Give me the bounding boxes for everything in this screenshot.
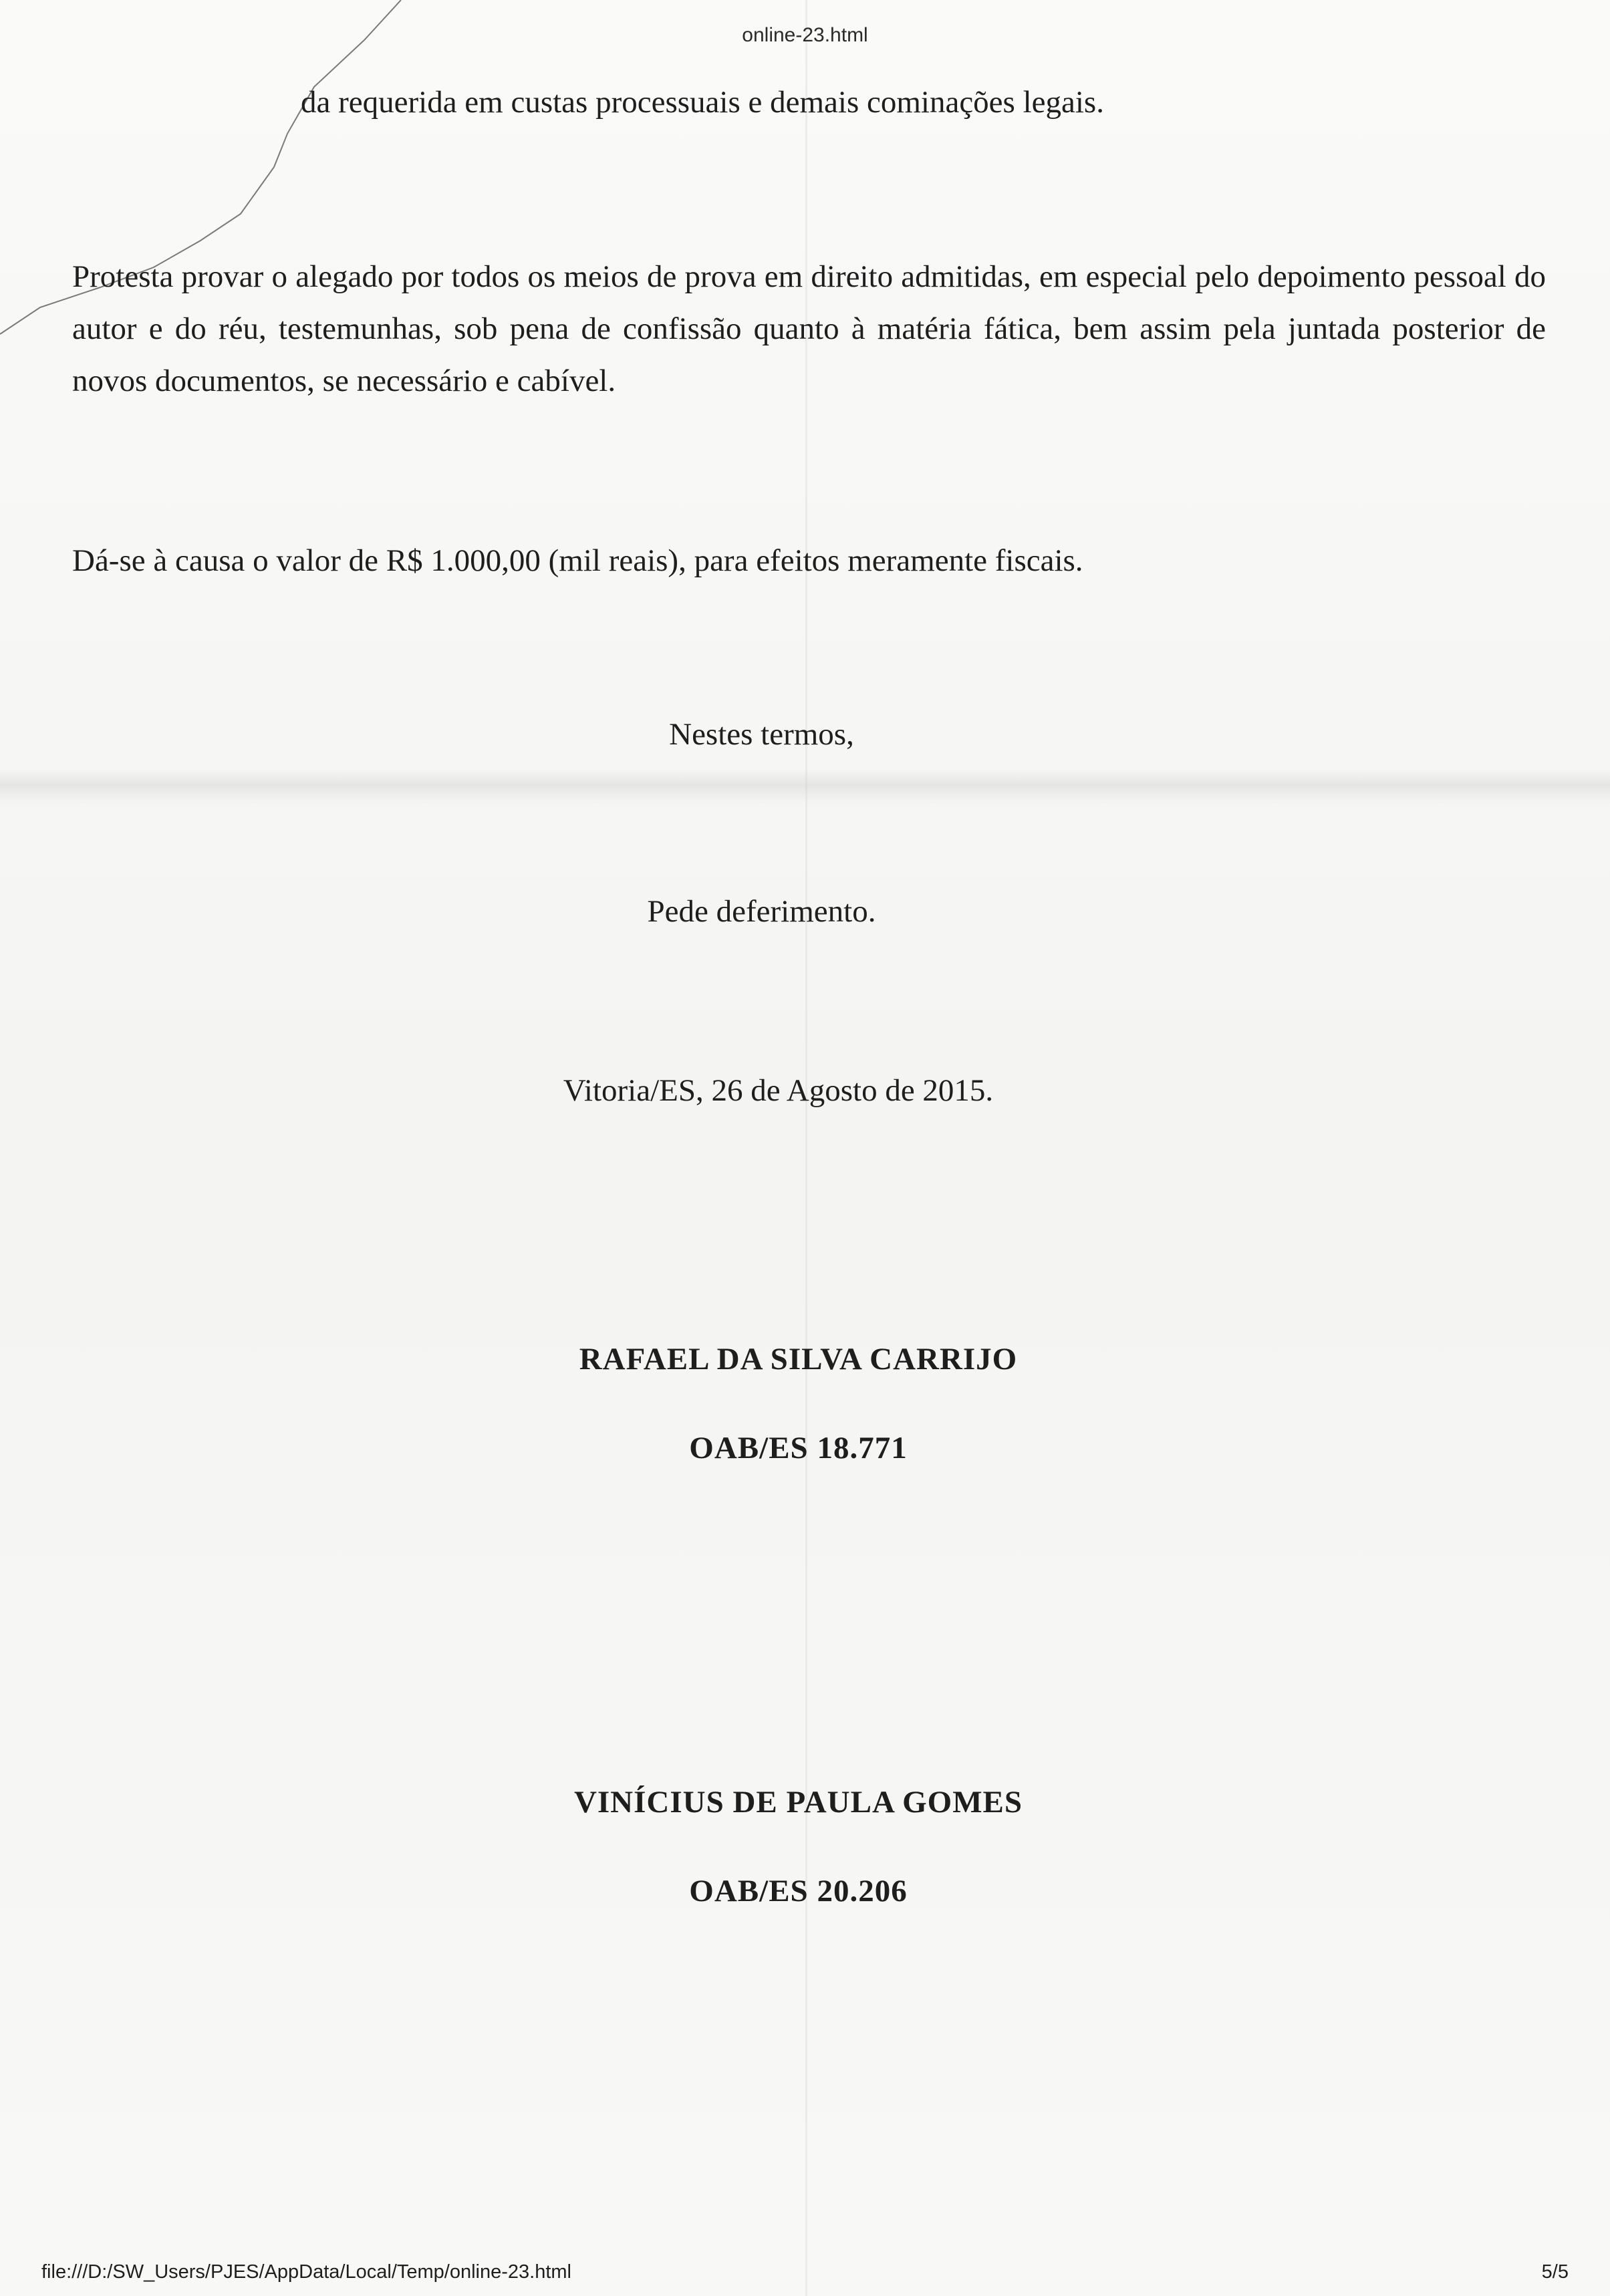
footer-file-path: file:///D:/SW_Users/PJES/AppData/Local/Temp/online-23.html: [41, 2261, 571, 2283]
paragraph-case-value: Dá-se à causa o valor de R$ 1.000,00 (mil reais), para efeitos meramente fiscais.: [72, 543, 1083, 578]
paragraph-costs: da requerida em custas processuais e demais cominações legais.: [301, 85, 1104, 120]
footer-page-number: 5/5: [1541, 2261, 1569, 2283]
place-date: Vitoria/ES, 26 de Agosto de 2015.: [563, 1073, 994, 1108]
signatory-name: VINÍCIUS DE PAULA GOMES: [573, 1785, 1023, 1820]
signatory-oab: OAB/ES 18.771: [689, 1431, 908, 1465]
closing-request: Pede deferimento.: [647, 894, 876, 929]
header-url: online-23.html: [742, 24, 868, 46]
signatory-oab: OAB/ES 20.206: [689, 1874, 908, 1908]
closing-terms: Nestes termos,: [669, 717, 854, 752]
paragraph-evidence: Protesta provar o alegado por todos os meios de prova em direito admitidas, em especial pelo depoimento pessoal do autor e do réu, testemunhas, sob pena de confissão quanto à matéria fática, bem assim pela juntada posterior de novos documentos, se necessário e cabível.: [72, 259, 1546, 398]
signatory-name: RAFAEL DA SILVA CARRIJO: [579, 1342, 1018, 1377]
